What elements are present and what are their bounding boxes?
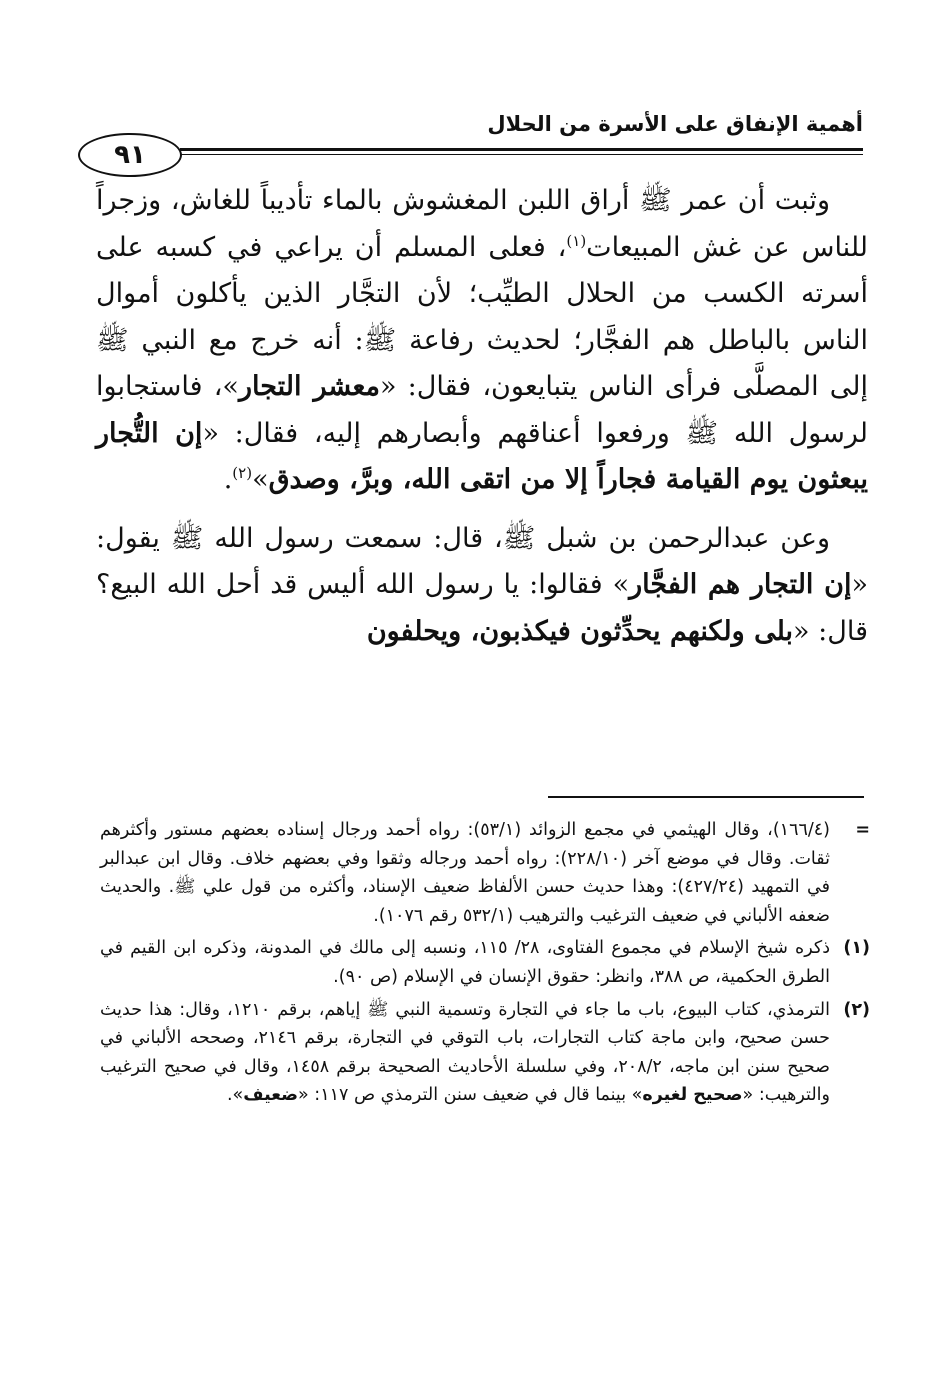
grading-quote: صحيح لغيره <box>642 1085 743 1106</box>
hadith-quote: معشر التجار <box>238 371 380 402</box>
footnote-ref-1: (١) <box>566 231 587 250</box>
page-number: ٩١ <box>78 133 182 177</box>
text-run: » فقالوا: يا رسول الله أليس قد أحل الله البيع؟ قال: « <box>96 569 868 647</box>
text-run: . <box>223 464 233 495</box>
footnote-2 <box>100 996 870 1110</box>
footnote-marker: (٢) <box>843 999 870 1020</box>
hadith-quote: إن التُّجار يبعثون يوم القيامة فجاراً إلا من اتقى الله، وبرَّ، وصدق <box>96 417 868 495</box>
paragraph-1 <box>96 178 868 504</box>
footnote-ref-2: (٢) <box>232 464 253 482</box>
footnote-text: ذكره شيخ الإسلام في مجموع الفتاوى، ٢٨/ ١١٥، ونسبه إلى مالك في المدونة، وذكره ابن القيم في الطرق الحكمية، ص ٣٨٨، وانظر: حقوق الإنسان في الإسلام (ص ٩٠). <box>100 938 830 987</box>
text-run: » <box>252 464 269 495</box>
header-rule <box>180 148 863 151</box>
footnote-marker: (١) <box>843 938 870 959</box>
header-rule-thin <box>180 154 863 155</box>
footnote-marker: = <box>855 820 870 840</box>
footnote-text: » بينما قال في ضعيف سنن الترمذي ص ١١٧: « <box>298 1085 643 1106</box>
footnote-text: الترمذي، كتاب البيوع، باب ما جاء في التجارة وتسمية النبي ﷺ إياهم، برقم ١٢١٠، وقال: هذا حديث حسن صحيح، وابن ماجة كتاب التجارات، باب التوقي في التجارة، برقم ٢١٤٦، وصححه الألباني في صحيح سنن ابن ماجه، ٢٠٨/٢، وفي سلسلة الأحاديث الصحيحة برقم ١٤٥٨، وقال في صحيح الترغيب والترهيب: « <box>100 999 830 1106</box>
hadith-quote: إن التجار هم الفجَّار <box>629 569 852 600</box>
paragraph-2 <box>96 516 868 656</box>
text-run: »، فاستجابوا لرسول الله ﷺ ورفعوا أعناقهم وأبصارهم إليه، فقال: « <box>96 371 868 449</box>
footnote-text: (١٦٦/٤)، وقال الهيثمي في مجمع الزوائد (٥٣/١): رواه أحمد ورجال إسناده بعضهم مستور وأكثرهم ثقات. وقال في موضع آخر (٢٢٨/١٠): رواه أحمد ورجاله وثقوا وفي بعضهم خلاف. وقال ابن عبدالبر في التمهيد (٤٢٧/٢٤): وهذا حديث حسن الألفاظ ضعيف الإسناد، وأكثره من قول علي ﷺ. والحديث ضعفه الألباني في ضعيف الترغيب والترهيب (٥٣٢/١ رقم ١٠٧٦). <box>100 820 830 926</box>
text-run: ، فعلى المسلم أن يراعي في كسبه على أسرته الكسب من الحلال الطيِّب؛ لأن التجَّار الذين يأكلون أموال الناس بالباطل هم الفجَّار؛ لحديث رفاعة ﷺ: أنه خرج مع النبي ﷺ إلى المصلَّى فرأى الناس يتبايعون، فقال: « <box>96 231 868 402</box>
footnote-continued <box>100 816 870 930</box>
grading-quote: ضعيف <box>243 1085 299 1106</box>
text-run: وعن عبدالرحمن بن شبل ﷺ، قال: سمعت رسول الله ﷺ يقول: « <box>96 522 868 600</box>
footnote-1 <box>100 934 870 991</box>
footnotes <box>100 816 870 1114</box>
hadith-quote: بلى ولكنهم يحدِّثون فيكذبون، ويحلفون <box>366 615 794 647</box>
text-run: وثبت أن عمر ﷺ أراق اللبن المغشوش بالماء تأديباً للغاش، وزجراً للناس عن غش المبيعات <box>96 185 868 263</box>
footnote-text: ». <box>226 1085 244 1106</box>
running-title: أهمية الإنفاق على الأسرة من الحلال <box>487 112 863 136</box>
footnote-separator <box>548 796 864 798</box>
main-text <box>96 178 868 655</box>
